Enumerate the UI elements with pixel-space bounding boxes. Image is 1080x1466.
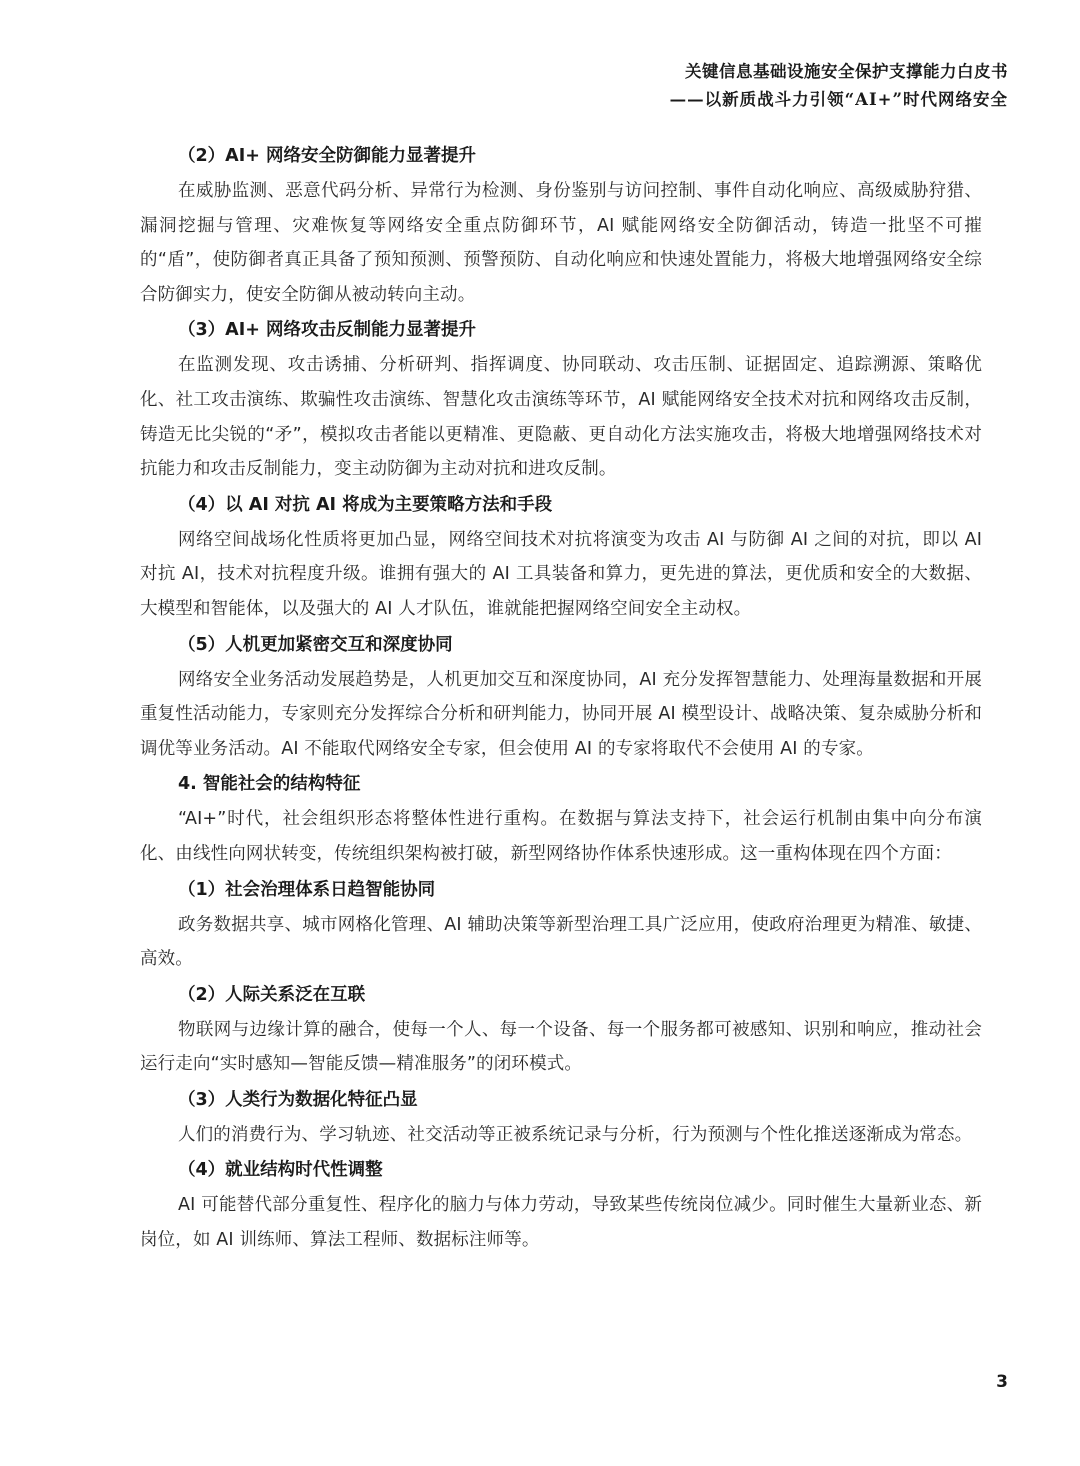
- paragraph-smart-society-intro: “AI+”时代，社会组织形态将整体性进行重构。在数据与算法支持下，社会运行机制由集中向分布演化、由线性向网状转变，传统组织架构被打破，新型网络协作体系快速形成。这一重构体现在四个方面：: [140, 809, 982, 864]
- paragraph-governance: 政务数据共享、城市网格化管理、AI 辅助决策等新型治理工具广泛应用，使政府治理更为精准、敏捷、高效。: [140, 914, 982, 970]
- document-subtitle: ——以新质战斗力引领“AI+”时代网络安全: [669, 90, 1008, 109]
- paragraph-employment: AI 可能替代部分重复性、程序化的脑力与体力劳动，导致某些传统岗位减少。同时催生大量新业态、新岗位，如 AI 训练师、算法工程师、数据标注师等。: [140, 1195, 982, 1251]
- subheading-ai-defense: （2）AI+ 网络安全防御能力显著提升: [178, 146, 476, 166]
- subheading-employment: （4）就业结构时代性调整: [178, 1160, 383, 1181]
- page-number: 3: [996, 1372, 1008, 1392]
- subheading-human-machine: （5）人机更加紧密交互和深度协同: [178, 634, 453, 655]
- page-header: [670, 58, 1008, 114]
- subheading-ai-vs-ai: （4）以 AI 对抗 AI 将成为主要策略方法和手段: [178, 494, 553, 515]
- subheading-ai-counterattack: （3）AI+ 网络攻击反制能力显著提升: [178, 320, 476, 341]
- section-heading-smart-society: 4. 智能社会的结构特征: [178, 774, 361, 795]
- paragraph-ai-vs-ai: 网络空间战场化性质将更加凸显，网络空间技术对抗将演变为攻击 AI 与防御 AI 之间的对抗，即以 AI 对抗 AI，技术对抗程度升级。谁拥有强大的 AI 工具装备和算力，更先进的算法，更优质和安全的大数据、大模型和智能体，以及强大的 AI 人才队伍，谁就能把握网络空间安全主动权。: [140, 529, 982, 619]
- subheading-behavior-data: （3）人类行为数据化特征凸显: [178, 1089, 418, 1110]
- document-title: 关键信息基础设施安全保护支撑能力白皮书: [685, 62, 1008, 81]
- paragraph-human-machine: 网络安全业务活动发展趋势是，人机更加交互和深度协同，AI 充分发挥智慧能力、处理海量数据和开展重复性活动能力，专家则充分发挥综合分析和研判能力，协同开展 AI 模型设计、战略决策、复杂威胁分析和调优等业务活动。AI 不能取代网络安全专家，但会使用 AI 的专家将取代不会使用 AI 的专家。: [140, 669, 982, 759]
- paragraph-ai-counterattack: 在监测发现、攻击诱捕、分析研判、指挥调度、协同联动、攻击压制、证据固定、追踪溯源、策略优化、社工攻击演练、欺骗性攻击演练、智慧化攻击演练等环节，AI 赋能网络安全技术对抗和网络攻击反制，铸造无比尖锐的“矛”，模拟攻击者能以更精准、更隐蔽、更自动化方法实施攻击，将极大地增强网络技术对抗能力和攻击反制能力，变主动防御为主动对抗和进攻反制。: [140, 355, 982, 480]
- page-content: [140, 138, 982, 1258]
- subheading-governance: （1）社会治理体系日趋智能协同: [178, 879, 436, 900]
- subheading-interconnection: （2）人际关系泛在互联: [178, 984, 366, 1005]
- paragraph-ai-defense: 在威胁监测、恶意代码分析、异常行为检测、身份鉴别与访问控制、事件自动化响应、高级威胁狩猎、漏洞挖掘与管理、灾难恢复等网络安全重点防御环节，AI 赋能网络安全防御活动，铸造一批坚不可摧的“盾”，使防御者真正具备了预知预测、预警预防、自动化响应和快速处置能力，将极大地增强网络安全综合防御实力，使安全防御从被动转向主动。: [140, 181, 982, 305]
- paragraph-interconnection: 物联网与边缘计算的融合，使每一个人、每一个设备、每一个服务都可被感知、识别和响应，推动社会运行走向“实时感知—智能反馈—精准服务”的闭环模式。: [140, 1019, 982, 1075]
- paragraph-behavior-data: 人们的消费行为、学习轨迹、社交活动等正被系统记录与分析，行为预测与个性化推送逐渐成为常态。: [178, 1124, 973, 1145]
